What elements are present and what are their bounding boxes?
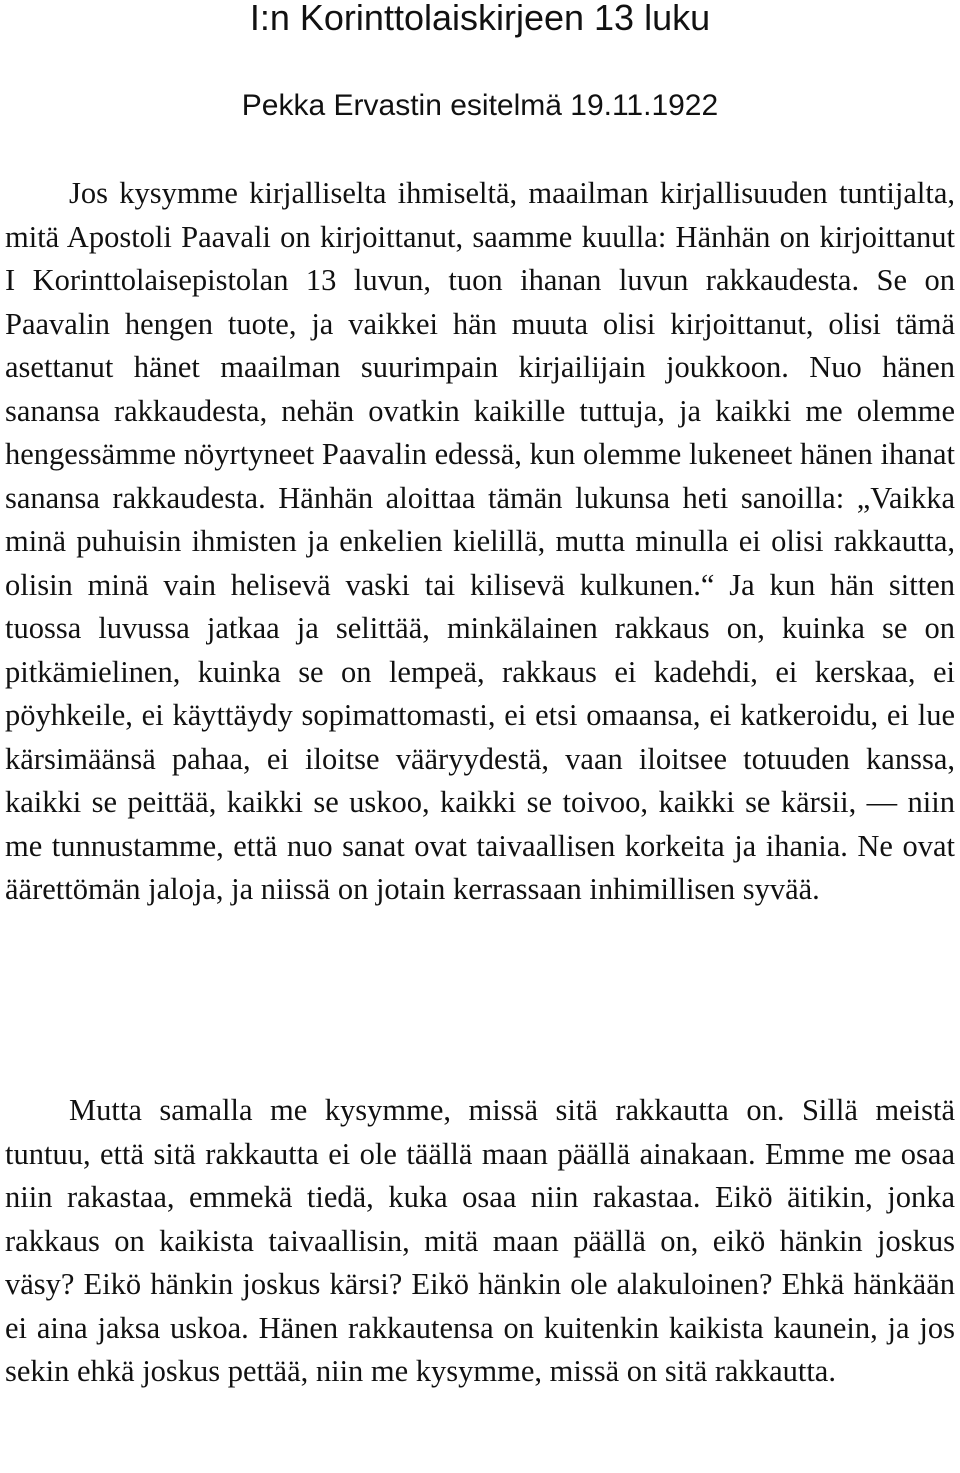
body-paragraph: Jos kysymme kirjalliselta ihmiseltä, maailman kirjallisuuden tuntijalta, mitä Apostoli Paavali on kirjoittanut, saamme kuulla: Hänhän on kirjoittanut I Korinttolaisepistolan 13 luvun, tuon ihanan luvun rakkaudesta. Se on Paavalin hengen tuote, ja vaikkei hän muuta olisi kirjoittanut, olisi tämä asettanut hänet maailman suurimpain kirjailijain joukkoon. Nuo hänen sanansa rakkaudesta, nehän ovatkin kaikille tuttuja, ja kaikki me olemme hengessämme nöyrtyneet Paavalin edessä, kun olemme lukeneet hänen ihanat sanansa rakkaudesta. Hänhän aloittaa tämän lukunsa heti sanoilla: „Vaikka minä puhuisin ihmisten ja enkelien kielillä, mutta minulla ei olisi rakkautta, olisin minä vain helisevä vaski tai kilisevä kulkunen.“ Ja kun hän sitten tuossa luvussa jatkaa ja selittää, minkälainen rakkaus on, kuinka se on pitkämielinen, kuinka se on lempeä, rakkaus ei kadehdi, ei kerskaa, ei pöyhkeile, ei käyttäydy sopimattomasti, ei etsi omaansa, ei katkeroidu, ei lue kärsimäänsä pahaa, ei iloitse vääryydestä, vaan iloitsee totuuden kanssa, kaikki se peittää, kaikki se uskoo, kaikki se toivoo, kaikki se kärsii, — niin me tunnustamme, että nuo sanat ovat taivaallisen korkeita ja ihania. Ne ovat äärettömän jaloja, ja niissä on jotain kerrassaan inhimillisen syvää.: [5, 176, 955, 906]
body-paragraph: Mutta samalla me kysymme, missä sitä rakkautta on. Sillä meistä tuntuu, että sitä rakkautta ei ole täällä maan päällä ainakaan. Emme me osaa niin rakastaa, emmekä tiedä, kuka osaa niin rakastaa. Eikö äitikin, jonka rakkaus on kaikista taivaallisin, mitä maan päällä on, eikö hänkin joskus väsy? Eikö hänkin joskus kärsi? Eikö hänkin ole alakuloinen? Ehkä hänkään ei aina jaksa uskoa. Hänen rakkautensa on kuitenkin kaikista kaunein, ja jos sekin ehkä joskus pettää, niin me kysymme, missä on sitä rakkautta.: [5, 1093, 955, 1388]
document-title: I:n Korinttolaiskirjeen 13 luku: [249, 0, 711, 38]
document-subtitle: Pekka Ervastin esitelmä 19.11.1922: [241, 89, 719, 122]
